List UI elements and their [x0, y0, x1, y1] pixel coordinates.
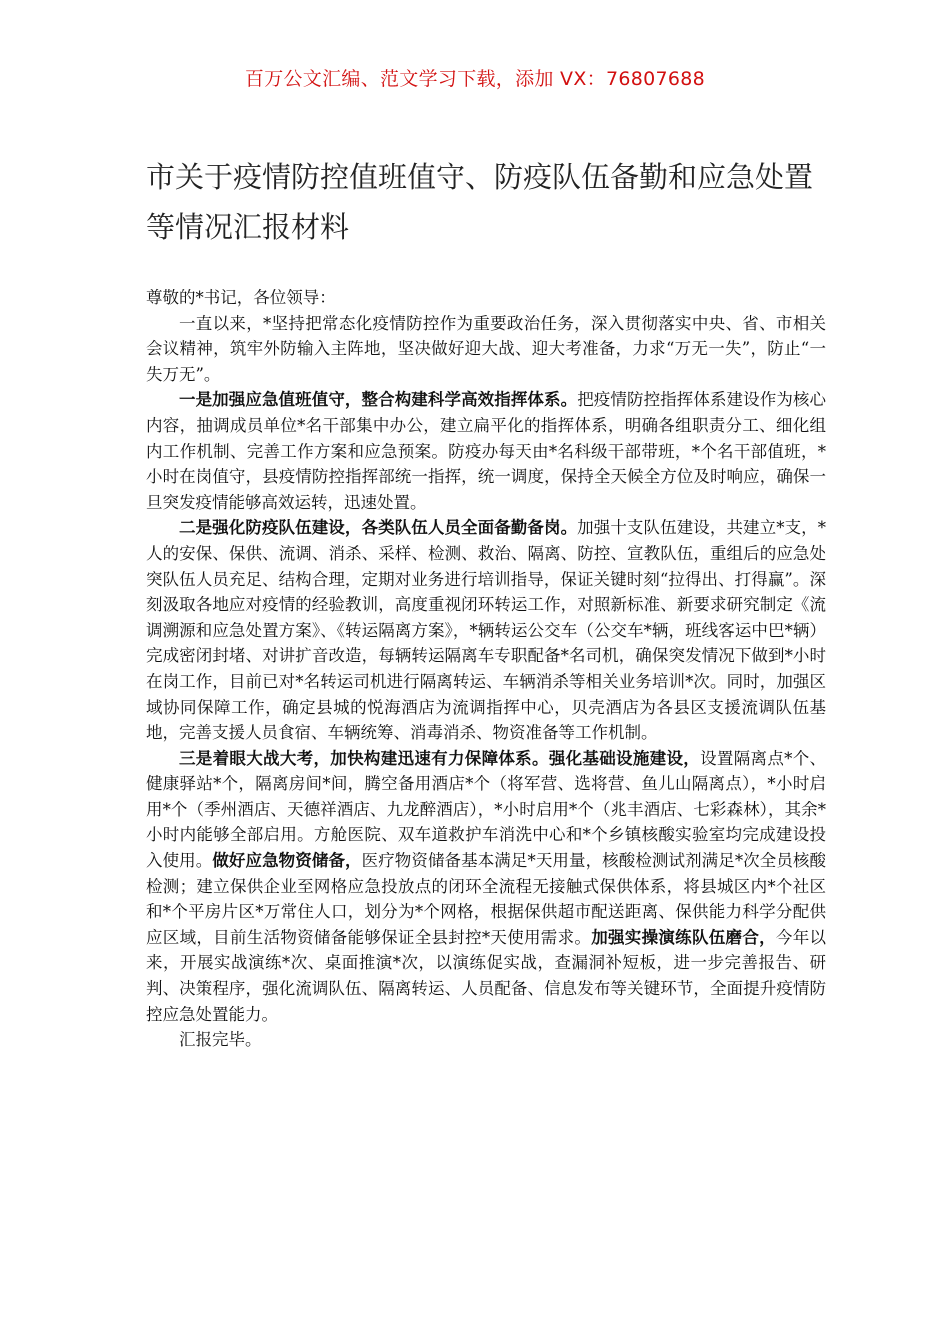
- section-3-sub2-text: 医疗物资储备基本满足*天用量，核酸检测试剂满足*次全员核酸检测；建立保供企业至网格应急投放点的闭环全流程无接触式保供体系，将县城区内*个社区和*个平房片区*万常住人口，划分为*个网格，根据保供超市配送距离、保供能力科学分配供应区域，目前生活物资储备能够保证全县封控*天使用需求。: [146, 851, 827, 947]
- section-2-heading: 二是强化防疫队伍建设，各类队伍人员全面备勤备岗。: [179, 518, 578, 538]
- section-1-text: 把疫情防控指挥体系建设作为核心内容，抽调成员单位*名干部集中办公，建立扁平化的指挥体系，明确各组职责分工、细化组内工作机制、完善工作方案和应急预案。防疫办每天由*名科级干部带班，*个名干部值班，*小时在岗值守，县疫情防控指挥部统一指挥，统一调度，保持全天候全方位及时响应，确保一旦突发疫情能够高效运转，迅速处置。: [146, 390, 827, 512]
- section-2-paragraph: [146, 515, 826, 745]
- section-3-sub3-heading: 加强实操演练队伍磨合，: [591, 927, 776, 947]
- section-3-sub3-text: 今年以来，开展实战演练*次、桌面推演*次，以演练促实战，查漏洞补短板，进一步完善报告、研判、决策程序，强化流调队伍、隔离转运、人员配备、信息发布等关键环节，全面提升疫情防控应急处置能力。: [146, 927, 827, 1024]
- document-title: 市关于疫情防控值班值守、防疫队伍备勤和应急处置等情况汇报材料: [146, 160, 814, 244]
- section-3-sub1-heading: 强化基础设施建设，: [548, 748, 701, 768]
- section-3-paragraph: [146, 746, 826, 1028]
- salutation: 尊敬的*书记，各位领导：: [146, 288, 336, 307]
- section-3-sub2-heading: 做好应急物资储备，: [212, 851, 362, 871]
- header-ad-note: 百万公文汇编、范文学习下载，添加 VX：76807688: [244, 68, 706, 90]
- closing-line: 汇报完毕。: [179, 1030, 262, 1050]
- section-3-heading: 三是着眼大战大考，加快构建迅速有力保障体系。: [179, 748, 549, 768]
- section-2-text: 加强十支队伍建设，共建立*支，*人的安保、保供、流调、消杀、采样、检测、救治、隔离、防控、宣教队伍，重组后的应急处突队伍人员充足、结构合理，定期对业务进行培训指导，保证关键时刻“拉得出、打得赢”。深刻汲取各地应对疫情的经验教训，高度重视闭环转运工作，对照新标准、新要求研究制定《流调溯源和应急处置方案》、《转运隔离方案》，*辆转运公交车（公交车*辆，班线客运中巴*辆）完成密闭封堵、对讲扩音改造，每辆转运隔离车专职配备*名司机，确保突发情况下做到*小时在岗工作，目前已对*名转运司机进行隔离转运、车辆消杀等相关业务培训*次。同时，加强区域协同保障工作，确定县城的悦海酒店为流调指挥中心，贝壳酒店为各县区支援流调队伍基地，完善支援人员食宿、车辆统筹、消毒消杀、物资准备等工作机制。: [146, 518, 827, 743]
- intro-paragraph: 一直以来，*坚持把常态化疫情防控作为重要政治任务，深入贯彻落实中央、省、市相关会议精神，筑牢外防输入主阵地，坚决做好迎大战、迎大考准备，力求“万无一失”，防止“一失万无”。: [146, 313, 826, 384]
- section-1-heading: 一是加强应急值班值守，整合构建科学高效指挥体系。: [179, 390, 578, 410]
- section-1-paragraph: [146, 387, 826, 515]
- document-body: [146, 285, 826, 1053]
- section-3-sub1-text: 设置隔离点*个、健康驿站*个，隔离房间*间，腾空备用酒店*个（将军营、选将营、鱼儿山隔离点），*小时启用*个（季州酒店、天德祥酒店、九龙醉酒店），*小时启用*个（兆丰酒店、七彩森林），其余*小时内能够全部启用。方舱医院、双车道救护车消洗中心和*个乡镇核酸实验室均完成建设投入使用。: [146, 748, 827, 871]
